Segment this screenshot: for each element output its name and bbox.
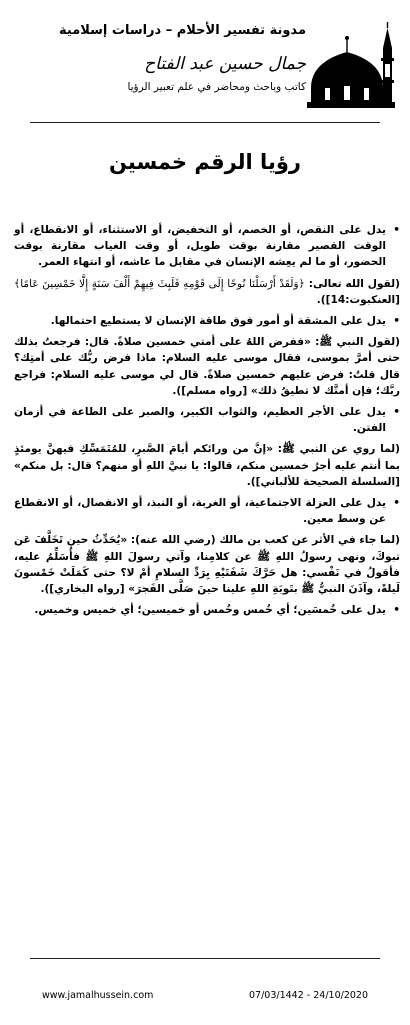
quote-paragraph: (لما جاء في الأثر عن كعب بن مالك (رضي الله عنه): «يُحَدِّثُ حين تَخَلَّفَ عَن تبوكَ، ونهى رسولُ اللهِ ﷺ عن كلامِنا، وآتي رسولَ اللهِ ﷺ فأُسَلِّمُ عليه، فأقولُ في نَفْسي: هل حَرَّكَ شَفَتَيْهِ بِرَدِّ السلامِ أمْ لا؟ حتى كَمَلَتْ خَمْسونَ لَيلةً، وآذَنَ النبيُّ ﷺ بتَوبَةِ اللهِ علينا حينَ صَلَّى الفَجرَ» [رواه البخاري]). bbox=[14, 534, 400, 596]
footer-date: 07/03/1442 - 24/10/2020 bbox=[249, 990, 368, 1001]
mosque-logo-icon bbox=[303, 22, 398, 110]
footer bbox=[42, 990, 368, 1001]
quote-paragraph: (لما روي عن النبي ﷺ: «إنَّ من ورائكم أيامَ الصَّبرِ، للمُتَمَسِّكِ فيهنَّ يومئذٍ بما أنتم عليه أجرُ خمسين منكم، قالوا: يا نبيَّ اللهِ أو منهم؟ قال: بل منكم» [السلسلة الصحيحة للألباني]). bbox=[14, 443, 400, 488]
bullet-paragraph: • يدل على الأجر العظيم، والثواب الكبير، والصبر على الطاعة في أزمان الفتن. bbox=[14, 404, 400, 436]
page-title: رؤيا الرقم خمسين bbox=[109, 150, 301, 174]
bullet-paragraph: • يدل على النقص، أو الخصم، أو التخفيض، أو الاستثناء، أو الانقطاع، أو الوقت القصير مقارنة بوقت طويل، أو وقت الغياب مقارنة بوقت الحضور، أو ما لم يعِشه الإنسان في مقابل ما عاشه، أو انتهاء العمر. bbox=[14, 222, 400, 271]
quran-verse: ﴿وَلَقَدْ أَرْسَلْنَا نُوحًا إِلَى قَوْمِهِ فَلَبِثَ فِيهِمْ أَلْفَ سَنَةٍ إِلَّا خَمْسِينَ عَامًا﴾ bbox=[14, 277, 305, 290]
quote-paragraph: (لقول النبي ﷺ: «ففرض اللهُ على أمتي خمسين صلاةً. قال: فرجعتُ بذلك حتى أمرَّ بموسى، فقال موسى عليه السلام: ماذا فرض ربُّك على أمتِك؟ قال قلتُ: فرض عليهم خمسين صلاةً. قال لي موسى عليه السلام: فراجع ربَّك؛ فإن أمتَّك لا تطيقُ ذلك» [رواه مسلم]). bbox=[14, 336, 400, 397]
top-divider bbox=[30, 122, 380, 123]
bullet-paragraph: • يدل على المشقة أو أمور فوق طاقة الإنسان لا يستطيع احتمالها. bbox=[14, 313, 400, 329]
author-signature: جمال حسين عبد الفتاح bbox=[144, 54, 306, 74]
website-link[interactable]: www.jamalhussein.com bbox=[42, 990, 154, 1001]
blog-title: مدونة تفسير الأحلام – دراسات إسلامية bbox=[59, 23, 306, 38]
header bbox=[12, 22, 398, 112]
author-subtitle: كاتب وباحث ومحاضر في علم تعبير الرؤيا bbox=[127, 81, 306, 93]
bottom-divider bbox=[30, 958, 380, 959]
quote-paragraph bbox=[14, 276, 400, 308]
verse-reference: [العنكبوت:14]). bbox=[316, 293, 400, 306]
bullet-paragraph: • يدل على خُمسَين؛ أي خُمس وخُمس أو خميسين؛ أي خميس وخميس. bbox=[14, 602, 400, 618]
article-body bbox=[14, 222, 400, 623]
quote-prefix: (لقول الله تعالى: bbox=[304, 277, 400, 290]
bullet-paragraph: • يدل على العزلة الاجتماعية، أو الغربة، أو النبذ، أو الانفصال، أو الانقطاع عن وسط معين. bbox=[14, 495, 400, 527]
